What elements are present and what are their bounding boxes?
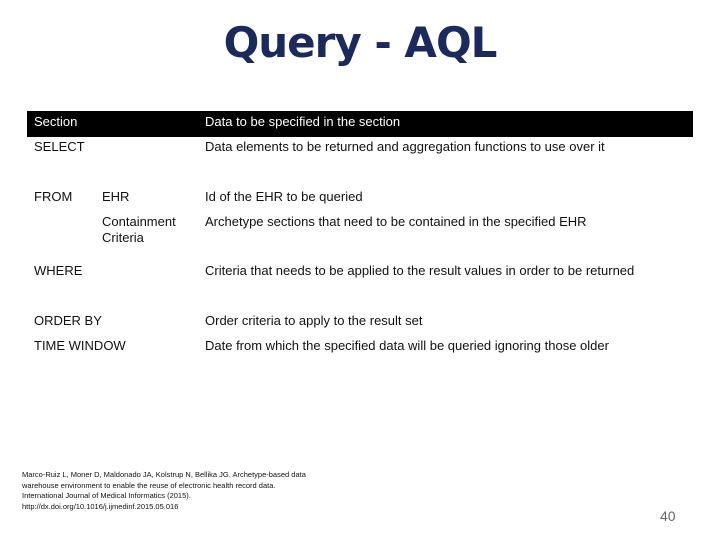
row-description: Data elements to be returned and aggregation functions to use over it [205, 139, 605, 154]
row-description: Order criteria to apply to the result set [205, 313, 423, 328]
row-section: TIME WINDOW [34, 338, 126, 353]
citation: Marco-Ruiz L, Moner D, Maldonado JA, Kolstrup N, Bellika JG. Archetype-based data warehouse environment to enable the reuse of electronic health record data. International Journal of Medical Informatics (2015). http://dx.doi.org/10.1016/j.ijmedinf.2015.05.016 [22, 470, 306, 511]
row-section: FROM [34, 189, 73, 204]
row-description: Criteria that needs to be applied to the result values in order to be returned [205, 263, 635, 278]
page-number: 40 [660, 508, 676, 524]
slide-title: Query - AQL [223, 18, 497, 67]
row-section: ORDER BY [34, 313, 102, 328]
row-section: SELECT [34, 139, 85, 154]
row-description: Date from which the specified data will be queried ignoring those older [205, 338, 609, 353]
header-section: Section [34, 114, 78, 129]
row-description: Archetype sections that need to be contained in the specified EHR [205, 214, 587, 229]
header-description: Data to be specified in the section [205, 114, 401, 129]
row-section: WHERE [34, 263, 83, 278]
row-subsection: EHR [102, 189, 130, 204]
row-subsection: Containment Criteria [102, 214, 176, 245]
row-description: Id of the EHR to be queried [205, 189, 363, 204]
